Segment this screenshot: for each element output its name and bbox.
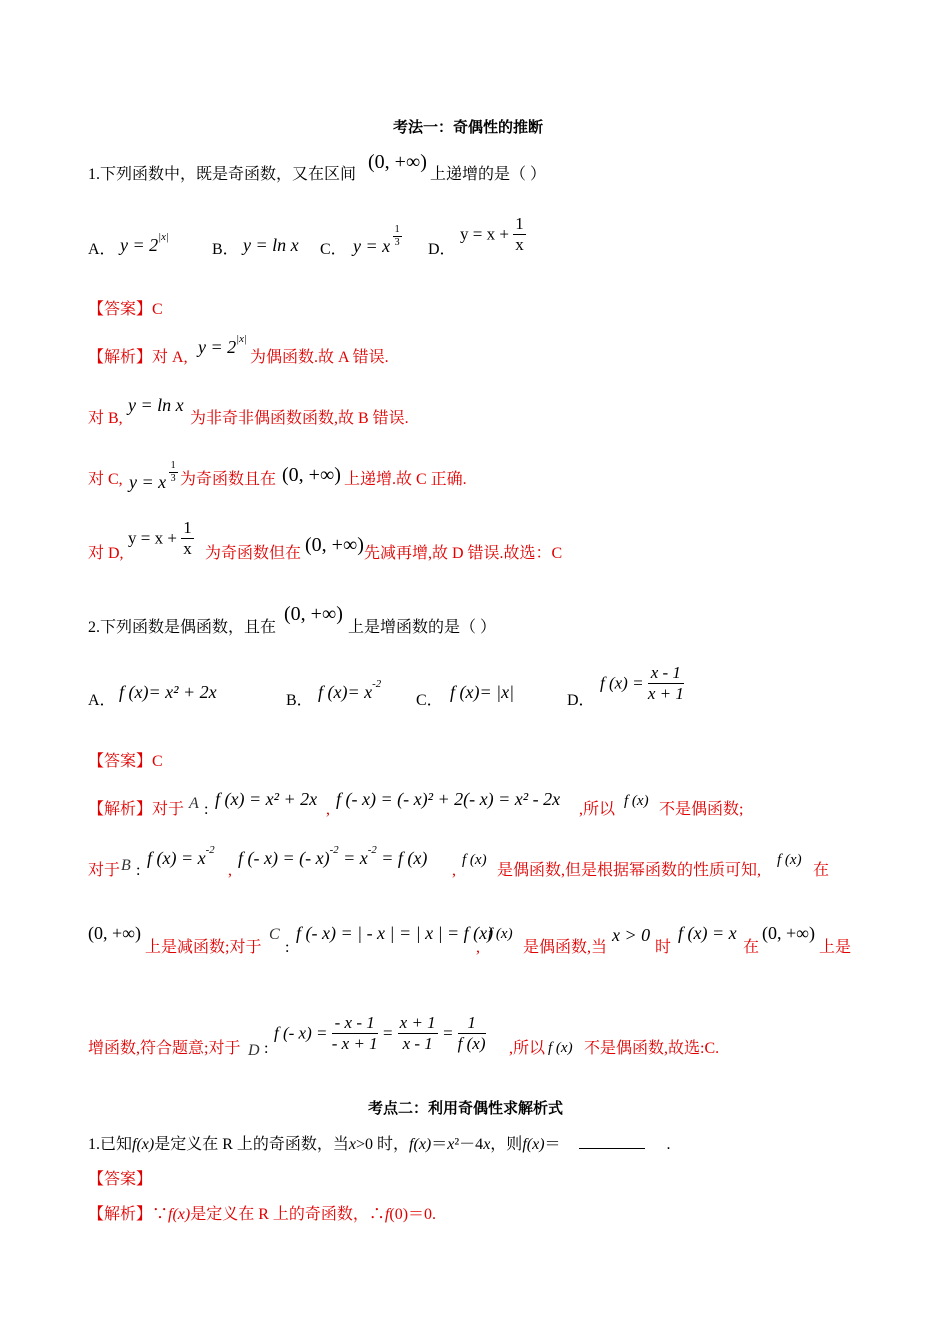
q1-analysis-c-mid: 为奇函数且在: [180, 471, 277, 488]
q2-analysis-a-pre: 【解析】对于: [88, 801, 185, 818]
q1-option-c-expr: y = x $\frac{1}{3}$: [353, 224, 400, 257]
q2-analysis-a-comma: ,: [326, 801, 330, 818]
s2-q1-analysis: 【解析】∵f(x)是定义在 R 上的奇函数，∴f(0)＝0.: [88, 1206, 437, 1223]
q2-answer: 【答案】C: [88, 753, 163, 770]
q2-interval: (0, +∞): [284, 603, 343, 625]
q2-stem-post: 上是增函数的是（ ）: [348, 619, 497, 636]
q2-analysis-b-post2: 在: [813, 862, 830, 879]
q2-analysis-c-post2: 是偶函数,当: [523, 939, 608, 956]
q2-analysis-c-post1: 上是减函数;对于: [145, 939, 262, 956]
q2-stem-pre: 2.下列函数是偶函数，且在: [88, 619, 277, 636]
q1-analysis-d-pre: 对 D,: [88, 545, 124, 562]
q2-analysis-c-eq2: f (x) = x: [678, 923, 737, 943]
q1-answer: 【答案】C: [88, 301, 163, 318]
q2-analysis-c-cond: x > 0: [612, 925, 651, 945]
q2-analysis-b-post1: 是偶函数,但是根据幂函数的性质可知,: [497, 862, 762, 879]
q2-analysis-a-post2: 不是偶函数;: [659, 801, 744, 818]
q2-analysis-d-var: D: [248, 1042, 260, 1059]
q2-analysis-d-expr: f (- x) = $\frac{- x - 1}{- x + 1}$ = $\frac{x + 1}{x - 1}$ = $\frac{1}{f (x)}$: [274, 1013, 486, 1053]
q2-option-c-label: C．: [416, 692, 443, 709]
q2-analysis-d-pre: 增函数,符合题意;对于: [88, 1040, 241, 1057]
q1-analysis-a: 【解析】对 A,: [88, 349, 188, 366]
q2-option-a-label: A．: [88, 692, 116, 709]
s2-q1-answer: 【答案】: [88, 1171, 153, 1188]
q1-analysis-d-expr: y = x + $\frac{1}{x}$: [128, 518, 192, 558]
q2-analysis-a-colon: :: [204, 801, 209, 818]
q2-analysis-c-colon: :: [285, 939, 290, 956]
q1-analysis-d-interval: (0, +∞): [305, 534, 364, 556]
q2-analysis-a-fx: f (x): [624, 793, 649, 809]
q2-analysis-c-interval: (0, +∞): [88, 923, 141, 943]
q2-analysis-b-eq1: f $(x) = x^{-2}$: [147, 844, 215, 868]
q1-option-d-expr: y = x + $\frac{1}{x}$: [460, 214, 524, 254]
q2-analysis-c-fx: f (x): [488, 926, 513, 942]
q1-analysis-d-post: 先减再增,故 D 错误.故选：C: [364, 545, 563, 562]
q2-analysis-d-colon: :: [264, 1040, 269, 1057]
q2-analysis-c-var: C: [269, 926, 280, 943]
q2-analysis-c-interval2: (0, +∞): [762, 923, 815, 943]
q2-analysis-d-fx: f (x): [548, 1040, 573, 1056]
q1-option-d-label: D．: [428, 241, 456, 258]
q2-analysis-c-eq1: f (- x) = | - x | = | x | = f (x): [296, 923, 494, 943]
s2-q1-stem: 1.已知f(x)是定义在 R 上的奇函数，当x>0 时，f(x)＝x²－4x，则f(x)＝ .: [88, 1136, 671, 1153]
q2-analysis-b-eq2: f (- x) = (- $x)^{-2} = x^{-2} = f$ (x): [238, 844, 428, 868]
q2-analysis-b-fx2: f (x): [777, 852, 802, 868]
q2-analysis-c-post5: 上是: [819, 939, 852, 956]
q1-interval: (0, +∞): [368, 151, 427, 173]
q1-option-a-expr: $y = 2^{|x|}$: [120, 231, 169, 255]
section2-title: 考点二：利用奇偶性求解析式: [368, 1101, 564, 1117]
q1-analysis-c-expr: y = x $\frac{1}{3}$: [129, 460, 176, 493]
q2-analysis-b-pre: 对于: [88, 862, 121, 879]
q2-analysis-a-var: A: [189, 795, 199, 812]
q1-analysis-c-post: 上递增.故 C 正确.: [344, 471, 467, 488]
q2-analysis-b-fx: f (x): [462, 852, 487, 868]
q2-analysis-a-eq1: f (x) = x² + 2x: [215, 789, 318, 809]
q1-option-b-expr: y = ln x: [243, 235, 299, 255]
q1-option-c-label: C．: [320, 241, 347, 258]
q1-stem-post: 上递增的是（ ）: [430, 166, 547, 183]
q1-stem-pre: 1.下列函数中，既是奇函数，又在区间: [88, 166, 357, 183]
q2-analysis-a-post1: ,所以: [579, 801, 616, 818]
q2-option-c-expr: f (x)= |x|: [450, 682, 515, 702]
q1-option-a-label: A．: [88, 241, 116, 258]
q2-option-d-label: D．: [567, 692, 595, 709]
q2-analysis-d-post1: ,所以: [509, 1040, 546, 1057]
q1-analysis-d-mid: 为奇函数但在: [205, 545, 302, 562]
q2-analysis-b-comma: ,: [228, 862, 232, 879]
q1-option-b-label: B．: [212, 241, 239, 258]
q2-analysis-c-post3: 时: [655, 939, 672, 956]
q2-analysis-c-post4: 在: [743, 939, 760, 956]
q1-analysis-a-post: 为偶函数.故 A 错误.: [250, 349, 389, 366]
q1-analysis-b-expr: y = ln x: [128, 395, 184, 415]
q2-option-d-expr: f (x) = $\frac{x - 1}{x + 1}$: [600, 663, 684, 703]
q2-analysis-b-comma2: ,: [452, 862, 456, 879]
q2-analysis-c-comma: ,: [476, 939, 480, 956]
q2-option-a-expr: f (x)= x² + 2x: [119, 682, 217, 702]
q2-analysis-b-colon: :: [136, 862, 141, 879]
q1-analysis-b-pre: 对 B,: [88, 410, 123, 427]
q2-option-b-expr: f $(x)= x^{-2}$: [318, 678, 382, 702]
q2-analysis-d-post2: 不是偶函数,故选:C.: [584, 1040, 720, 1057]
answer-blank: [579, 1148, 645, 1149]
q1-analysis-c-interval: (0, +∞): [282, 464, 341, 486]
q1-analysis-b-post: 为非奇非偶函数函数,故 B 错误.: [190, 410, 409, 427]
q1-analysis-c-pre: 对 C,: [88, 471, 123, 488]
q2-analysis-b-var: B: [121, 857, 131, 874]
q2-analysis-a-eq2: f (- x) = (- x)² + 2(- x) = x² - 2x: [336, 789, 561, 809]
section1-title: 考法一：奇偶性的推断: [393, 120, 544, 136]
q2-option-b-label: B．: [286, 692, 313, 709]
q1-analysis-a-expr: $y = 2^{|x|}$: [198, 333, 247, 357]
